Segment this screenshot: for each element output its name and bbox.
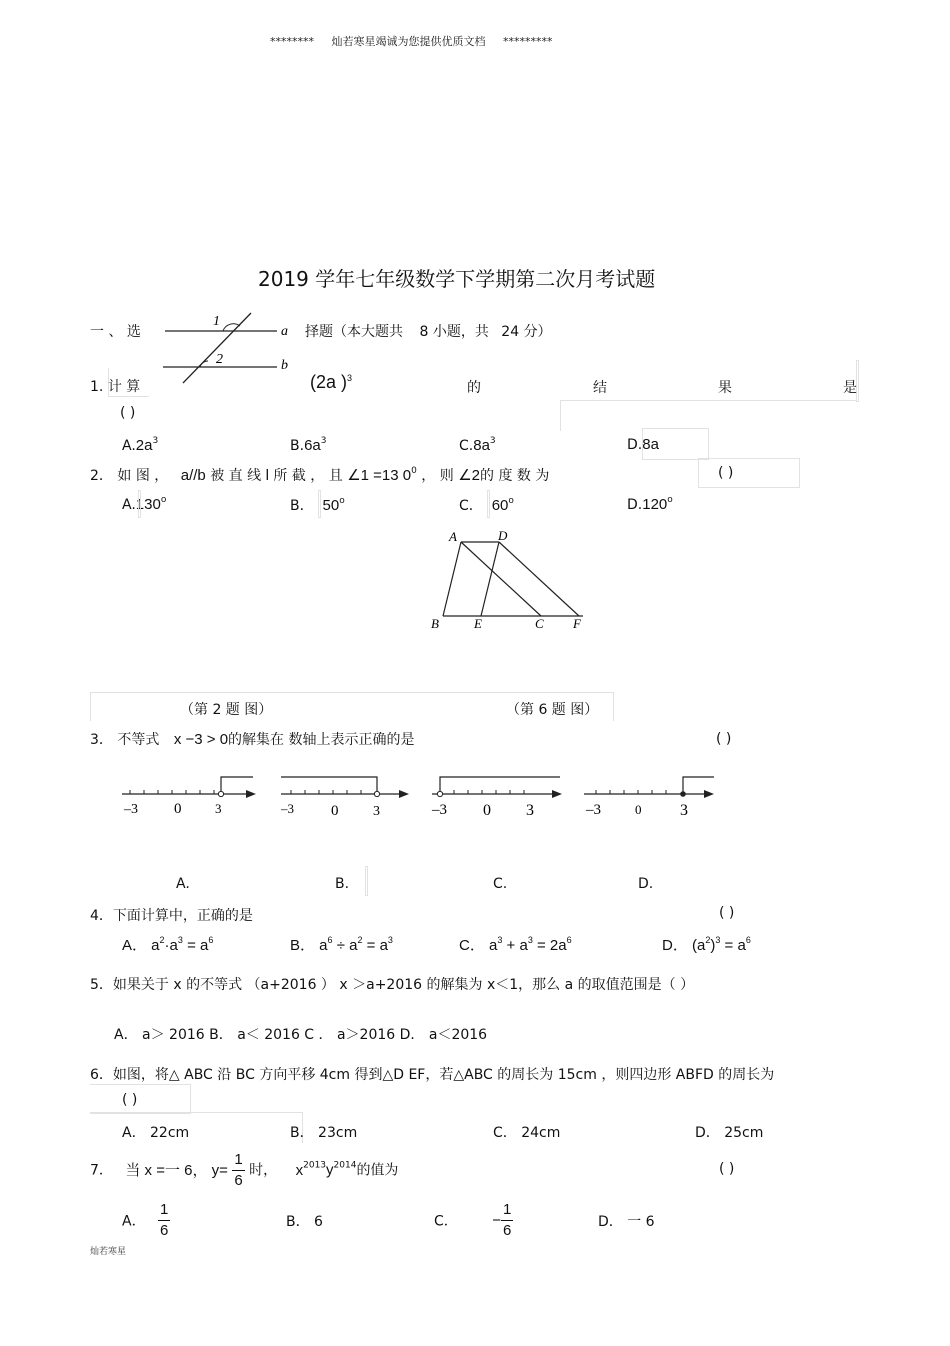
- side-df: [499, 542, 579, 616]
- svg-text:0: 0: [635, 802, 642, 817]
- label-a: a: [281, 324, 288, 339]
- label-2: 2: [216, 352, 223, 367]
- section-suffix: 择题（本大题共: [305, 324, 403, 340]
- q6-question: 6．如图，将△ ABC 沿 BC 方向平移 4cm 得到△D EF，若△ABC 的周长为 15cm ，则四边形 ABFD 的周长为: [90, 1067, 775, 1083]
- svg-text:3: 3: [215, 801, 222, 816]
- q2-number: 2．: [90, 468, 113, 484]
- caption-fig6: （第 6 题 图）: [506, 702, 599, 718]
- q3-answer-paren: ( ): [716, 731, 732, 747]
- svg-text:3: 3: [373, 804, 380, 819]
- q1-expression: (2a )$^3$: [310, 372, 353, 392]
- header-stars-right: *********: [503, 35, 553, 48]
- open-dot: [374, 791, 379, 796]
- svg-text:–3: –3: [432, 802, 447, 818]
- q5-question: 5．如果关于 x 的不等式 （a+2016 ） x ＞a+2016 的解集为 x＜1，那么 a 的取值范围是（ ）: [90, 977, 695, 993]
- q3-number: 3．: [90, 732, 113, 748]
- label-1: 1: [213, 314, 220, 329]
- q3-option-b: B.: [335, 876, 350, 892]
- q4-option-d: D． $(a^2)^3 = a^6$: [662, 935, 751, 954]
- q4-option-a: A． $a^2\cdot a^3 = a^6$: [122, 935, 214, 954]
- solution-bracket: [683, 777, 714, 794]
- q7-line: 7． 当 x =一 6， y= $\frac{1}{6}$ 时， $x^{2013}y^{2014}$的值为: [90, 1151, 399, 1189]
- q6-answer-paren: ( ): [122, 1092, 138, 1108]
- section-count: 8: [419, 324, 429, 340]
- page-header: [270, 33, 553, 49]
- section-unit: 分）: [523, 324, 552, 340]
- q7-option-b: B． 6: [286, 1214, 323, 1230]
- svg-text:3: 3: [526, 802, 534, 819]
- vertex-f: F: [573, 616, 581, 631]
- vertex-a: A: [449, 529, 457, 544]
- q6-option-a: A． 22cm: [122, 1125, 190, 1141]
- section-heading: [90, 321, 141, 341]
- side-ab: [443, 542, 461, 616]
- q1-number: 1.: [90, 379, 104, 395]
- q1-option-a: $A.2a^3$: [122, 436, 159, 454]
- svg-text:–3: –3: [586, 802, 601, 818]
- q2-line: 2． 如 图 ， a//b 被 直 线 l 所 截 ， 且 ∠1 =13 $0^0$ ， 则 ∠2的 度 数 为: [90, 466, 550, 484]
- svg-text:0: 0: [483, 802, 491, 819]
- label-b: b: [281, 358, 288, 373]
- q6-option-d: D． 25cm: [695, 1125, 764, 1141]
- q4-option-c: C． $a^3 + a^3 = 2a^6$: [459, 935, 572, 954]
- page-title: 2019 学年七年级数学下学期第二次月考试题: [258, 267, 656, 291]
- q4-line: 4．下面计算中，正确的是: [90, 908, 253, 924]
- vertex-b: B: [431, 616, 439, 631]
- q3-option-d: D.: [638, 876, 654, 892]
- angle2-arc: [200, 361, 208, 367]
- q7-option-a: A． $\frac{1}{6}$: [122, 1201, 169, 1239]
- closed-dot: [680, 791, 686, 797]
- q4-answer-paren: ( ): [719, 905, 735, 921]
- header-text: 灿若寒星竭诚为您提供优质文档: [331, 35, 486, 48]
- number-line-d: [580, 772, 725, 822]
- q3-option-c: C.: [493, 876, 508, 892]
- caption-fig2: （第 2 题 图）: [180, 702, 273, 718]
- number-line-b: [275, 772, 420, 822]
- q1-tail-1: 的: [467, 380, 481, 396]
- q2-option-d: D.120$^o$: [627, 495, 673, 513]
- q1-answer-paren: ( ): [120, 405, 136, 421]
- section-prefix: 一 、 选: [90, 324, 141, 340]
- section-score: 24: [501, 324, 520, 340]
- q1-tail-3: 果: [718, 380, 732, 396]
- q6-option-c: C． 24cm: [493, 1125, 561, 1141]
- vertex-e: E: [474, 616, 482, 631]
- side-ac: [461, 542, 541, 616]
- q7-fraction: $\frac{1}{6}$: [234, 1151, 243, 1189]
- page-footer: 灿若寒星: [90, 1247, 127, 1257]
- side-de: [481, 542, 499, 616]
- section-heading-rest: [305, 321, 552, 341]
- svg-text:0: 0: [174, 801, 182, 817]
- q4-number: 4．: [90, 908, 113, 924]
- q1-option-c: $C.8a^3$: [459, 436, 496, 454]
- svg-text:–3: –3: [124, 802, 138, 817]
- svg-text:0: 0: [331, 803, 339, 819]
- number-line-a: [118, 772, 263, 822]
- q3-option-a: A.: [176, 876, 190, 892]
- parallel-lines-figure: [155, 305, 305, 385]
- q2-option-b: B． 50$^o$: [290, 496, 345, 514]
- number-line-c: [428, 772, 573, 822]
- q5-options: A． a＞ 2016 B． a＜ 2016 C ． a＞2016 D． a＜2016: [114, 1027, 488, 1043]
- svg-text:3: 3: [680, 802, 688, 819]
- svg-text:–3: –3: [281, 801, 294, 816]
- q7-option-c: C． − $\frac{1}{6}$: [434, 1201, 512, 1239]
- open-dot: [218, 791, 223, 796]
- q1-tail-2: 结: [593, 380, 607, 396]
- q6-option-b: B． 23cm: [290, 1125, 358, 1141]
- q7-number: 7．: [90, 1162, 113, 1179]
- q2-option-c: C． 60$^o$: [459, 496, 514, 514]
- q1-option-d: D.8a: [627, 436, 659, 453]
- q2-option-a: A.130$^o$: [122, 495, 167, 513]
- q7-option-d: D． 一 6: [598, 1214, 655, 1230]
- vertex-d: D: [498, 528, 508, 543]
- vertex-c: C: [535, 616, 544, 631]
- q2-answer-paren: ( ): [718, 465, 734, 481]
- q1-line: [90, 376, 140, 396]
- solution-bracket: [440, 777, 560, 794]
- solution-bracket: [281, 777, 377, 794]
- translation-figure: [425, 525, 595, 635]
- q1-tail-4: 是: [843, 380, 857, 396]
- q1-lead: 计 算: [107, 379, 141, 395]
- open-dot: [437, 791, 442, 796]
- q3-line: 3． 不等式 x −3 > 0的解集在 数轴上表示正确的是: [90, 731, 415, 748]
- q1-option-b: $B.6a^3$: [290, 436, 327, 454]
- q7-answer-paren: ( ): [719, 1161, 735, 1177]
- section-mid: 小题，共: [432, 324, 489, 340]
- header-stars-left: ********: [270, 35, 314, 48]
- q4-option-b: B． $a^6 \div a^2 = a^3$: [290, 935, 393, 954]
